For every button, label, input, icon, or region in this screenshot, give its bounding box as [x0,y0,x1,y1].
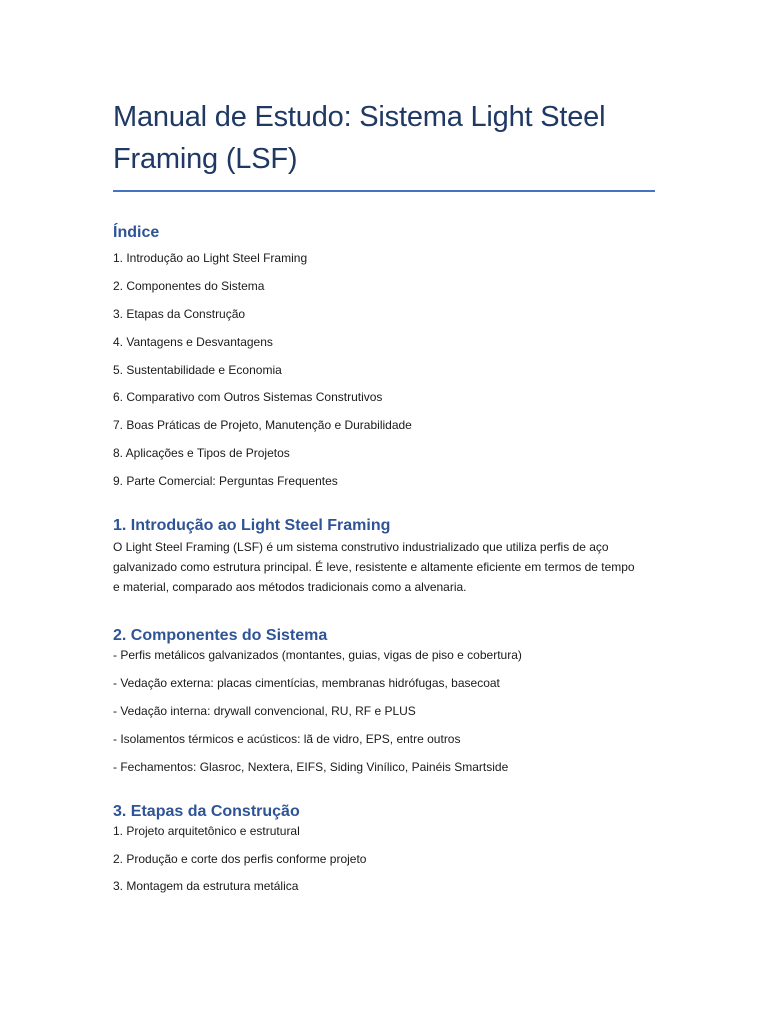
toc-item: 4. Vantagens e Desvantagens [113,334,273,349]
index-heading: Índice [113,224,160,241]
list-item: - Isolamentos térmicos e acústicos: lã de vidro, EPS, entre outros [113,731,461,746]
toc-item: 3. Etapas da Construção [113,306,246,321]
toc-item: 1. Introdução ao Light Steel Framing [113,251,308,265]
list-item: - Vedação interna: drywall convencional, RU, RF e PLUS [113,703,416,718]
components-list [113,647,655,775]
section-heading-components: 2. Componentes do Sistema [113,627,328,645]
construction-stages-list [113,823,655,895]
toc-item: 9. Parte Comercial: Perguntas Frequentes [113,474,338,489]
toc-item: 7. Boas Práticas de Projeto, Manutenção e Durabilidade [113,418,412,433]
section-heading-construction-stages: 3. Etapas da Construção [113,802,300,820]
list-item: 1. Projeto arquitetônico e estrutural [113,823,300,838]
toc-item: 8. Aplicações e Tipos de Projetos [113,446,290,461]
list-item: - Perfis metálicos galvanizados (montantes, guias, vigas de piso e cobertura) [113,648,522,663]
introduction-paragraph: O Light Steel Framing (LSF) é um sistema construtivo industrializado que utiliza perfis de aço galvanizado como estrutura principal. É leve, resistente e altamente eficiente em termos de tempo e material, comparado aos métodos tradicionais como a alvenaria. [113,540,635,595]
list-item: 3. Montagem da estrutura metálica [113,879,299,894]
list-item: - Vedação externa: placas cimentícias, membranas hidrófugas, basecoat [113,676,500,691]
document-title: Manual de Estudo: Sistema Light Steel Framing (LSF) [113,101,606,175]
toc-item: 6. Comparativo com Outros Sistemas Construtivos [113,390,383,405]
toc-item: 2. Componentes do Sistema [113,278,265,293]
list-item: - Fechamentos: Glasroc, Nextera, EIFS, Siding Vinílico, Painéis Smartside [113,759,509,774]
table-of-contents [113,250,655,489]
section-heading-introduction: 1. Introdução ao Light Steel Framing [113,517,391,535]
toc-item: 5. Sustentabilidade e Economia [113,362,282,377]
list-item: 2. Produção e corte dos perfis conforme projeto [113,851,367,866]
title-underline [113,190,655,192]
